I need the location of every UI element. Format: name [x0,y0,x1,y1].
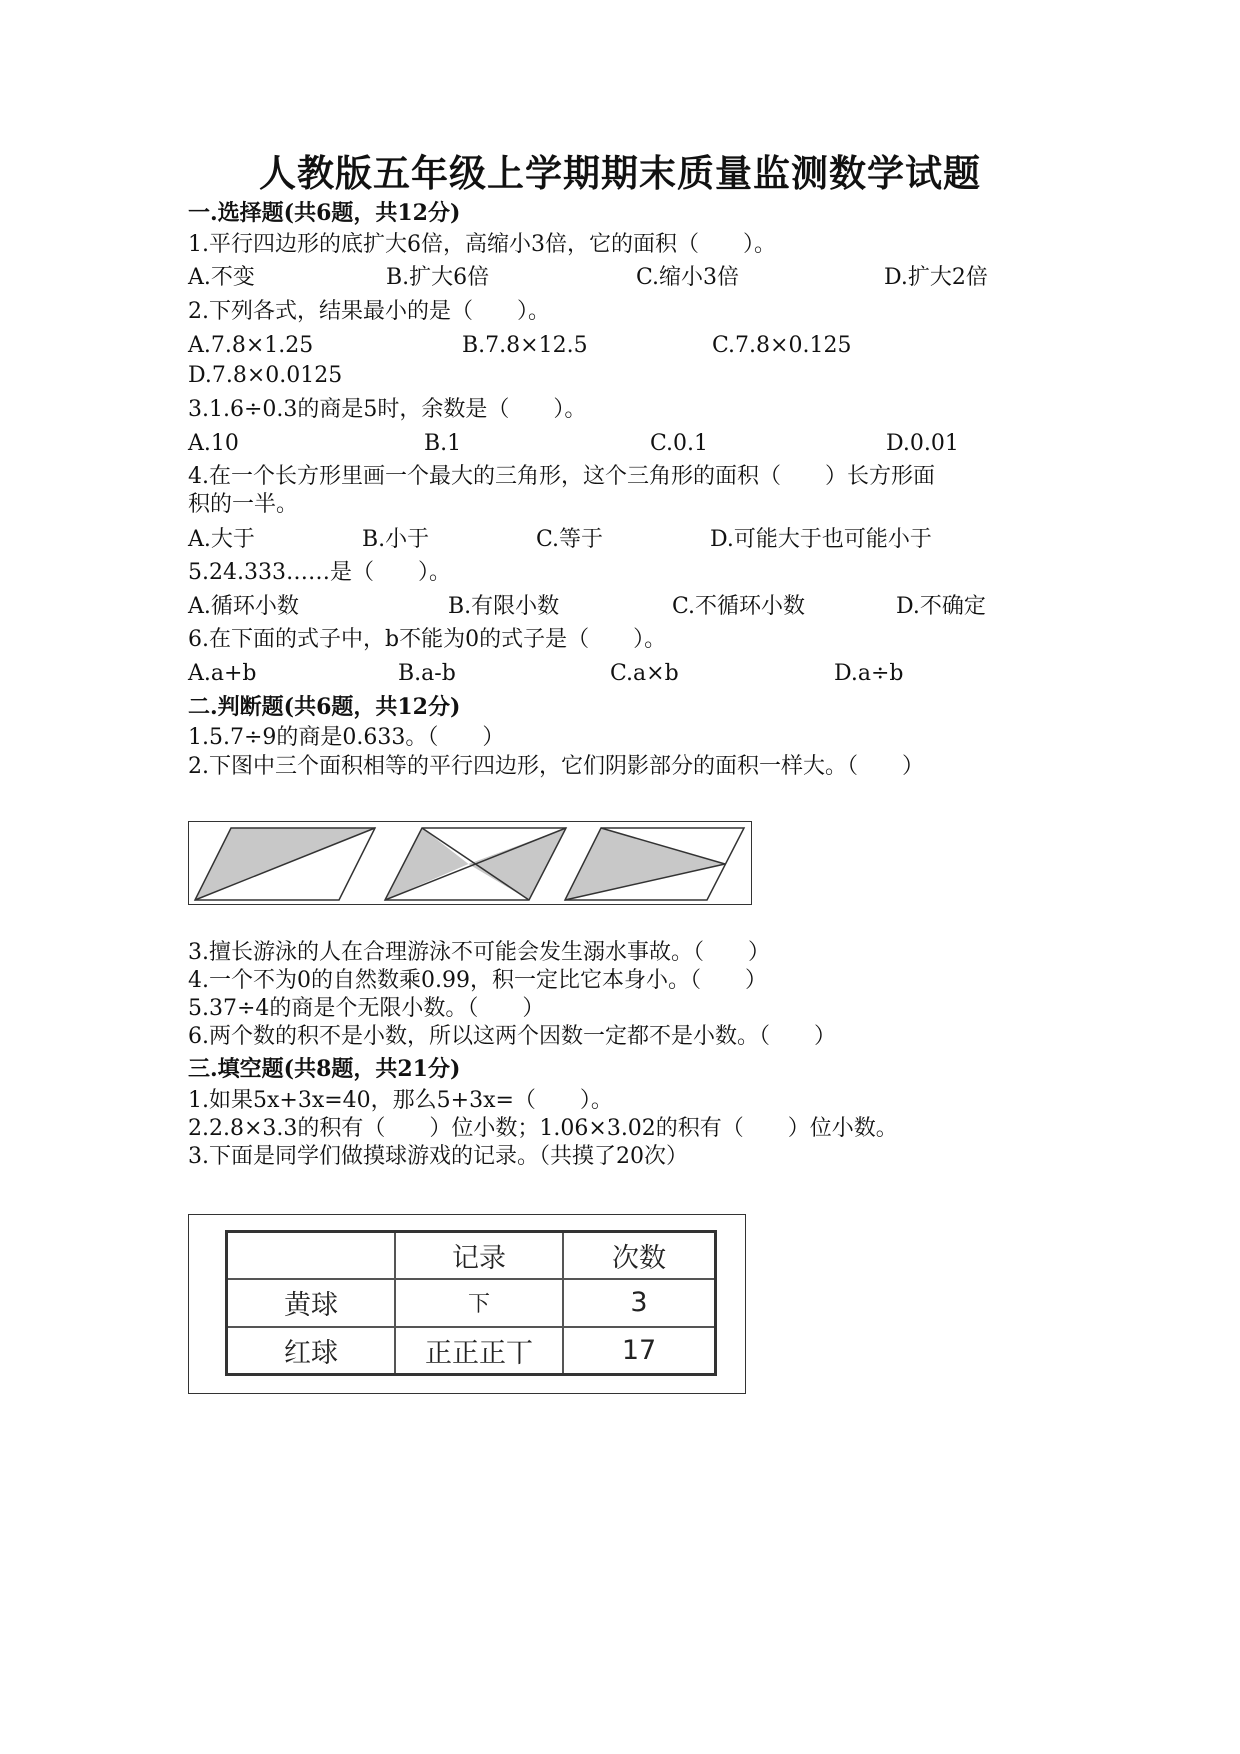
choice-1-option-a: A.不变 [188,265,255,290]
row-count-yellow: 3 [563,1279,716,1326]
section-heading-choice: 一.选择题(共6题，共12分) [188,200,461,226]
choice-question-2: 2.下列各式，结果最小的是（ ）。 [188,299,550,324]
choice-2-option-c: C.7.8×0.125 [712,333,852,358]
choice-6-option-d: D.a÷b [834,661,904,686]
parallelogram-2-shade-right [469,828,567,900]
choice-6-option-b: B.a-b [398,661,456,686]
choice-5-option-d: D.不确定 [896,594,986,619]
choice-question-5: 5.24.333……是（ ）。 [188,560,451,585]
choice-2-option-b: B.7.8×12.5 [462,333,588,358]
fill-question-1: 1.如果5x+3x=40，那么5+3x=（ ）。 [188,1088,613,1113]
table-row [227,1279,716,1326]
header-cell-count: 次数 [563,1232,716,1280]
choice-5-option-c: C.不循环小数 [672,594,806,619]
choice-question-4: 4.在一个长方形里画一个最大的三角形，这个三角形的面积（ ）长方形面 [188,464,935,489]
row-tally-yellow: 下 [395,1279,563,1326]
judge-question-2: 2.下图中三个面积相等的平行四边形，它们阴影部分的面积一样大。（ ） [188,754,924,779]
judge-question-3: 3.擅长游泳的人在合理游泳不可能会发生溺水事故。（ ） [188,940,770,965]
choice-question-6: 6.在下面的式子中，b不能为0的式子是（ ）。 [188,627,667,652]
choice-5-option-a: A.循环小数 [188,594,299,619]
choice-question-1: 1.平行四边形的底扩大6倍，高缩小3倍，它的面积（ ）。 [188,232,776,257]
choice-4-option-a: A.大于 [188,527,255,552]
header-cell-empty [227,1232,396,1280]
row-name-red: 红球 [227,1327,396,1375]
choice-4-option-c: C.等于 [536,527,604,552]
choice-4-option-d: D.可能大于也可能小于 [710,527,932,552]
choice-3-option-c: C.0.1 [650,431,709,456]
section-heading-judge: 二.判断题(共6题，共12分) [188,694,461,720]
judge-question-6: 6.两个数的积不是小数，所以这两个因数一定都不是小数。（ ） [188,1024,836,1049]
parallelogram-2 [385,828,566,900]
row-name-yellow: 黄球 [227,1279,396,1326]
choice-6-option-c: C.a×b [610,661,679,686]
parallelogram-1 [195,828,375,900]
parallelogram-2-shade-left [385,828,469,900]
choice-3-option-b: B.1 [424,431,462,456]
choice-question-3: 3.1.6÷0.3的商是5时，余数是（ ）。 [188,397,587,422]
table-row [227,1327,716,1375]
choice-question-4-cont: 积的一半。 [188,492,299,517]
judge-question-5: 5.37÷4的商是个无限小数。（ ） [188,996,545,1021]
judge-question-4: 4.一个不为0的自然数乘0.99，积一定比它本身小。（ ） [188,968,767,993]
fill-question-3: 3.下面是同学们做摸球游戏的记录。（共摸了20次） [188,1144,688,1169]
choice-1-option-d: D.扩大2倍 [884,265,988,290]
parallelogram-figure-svg [189,822,751,904]
record-table [225,1230,717,1376]
header-cell-record: 记录 [395,1232,563,1280]
choice-1-option-b: B.扩大6倍 [386,265,490,290]
record-table-box [188,1214,746,1394]
choice-3-option-a: A.10 [188,431,239,456]
choice-5-option-b: B.有限小数 [448,594,560,619]
choice-4-option-b: B.小于 [362,527,430,552]
row-count-red: 17 [563,1327,716,1375]
record-table-header-row [227,1232,716,1280]
choice-2-option-d: D.7.8×0.0125 [188,363,343,388]
row-tally-red: 正正正丅 [395,1327,563,1375]
parallelogram-3 [565,828,744,900]
section-heading-fill: 三.填空题(共8题，共21分) [188,1056,461,1082]
page-title: 人教版五年级上学期期末质量监测数学试题 [259,151,981,195]
fill-question-2: 2.2.8×3.3的积有（ ）位小数；1.06×3.02的积有（ ）位小数。 [188,1116,898,1141]
choice-3-option-d: D.0.01 [886,431,959,456]
choice-1-option-c: C.缩小3倍 [636,265,740,290]
choice-6-option-a: A.a+b [188,661,257,686]
choice-2-option-a: A.7.8×1.25 [188,333,314,358]
judge-question-1: 1.5.7÷9的商是0.633。（ ） [188,725,505,750]
parallelogram-3-shade [565,828,725,900]
parallelogram-figure [188,821,752,905]
